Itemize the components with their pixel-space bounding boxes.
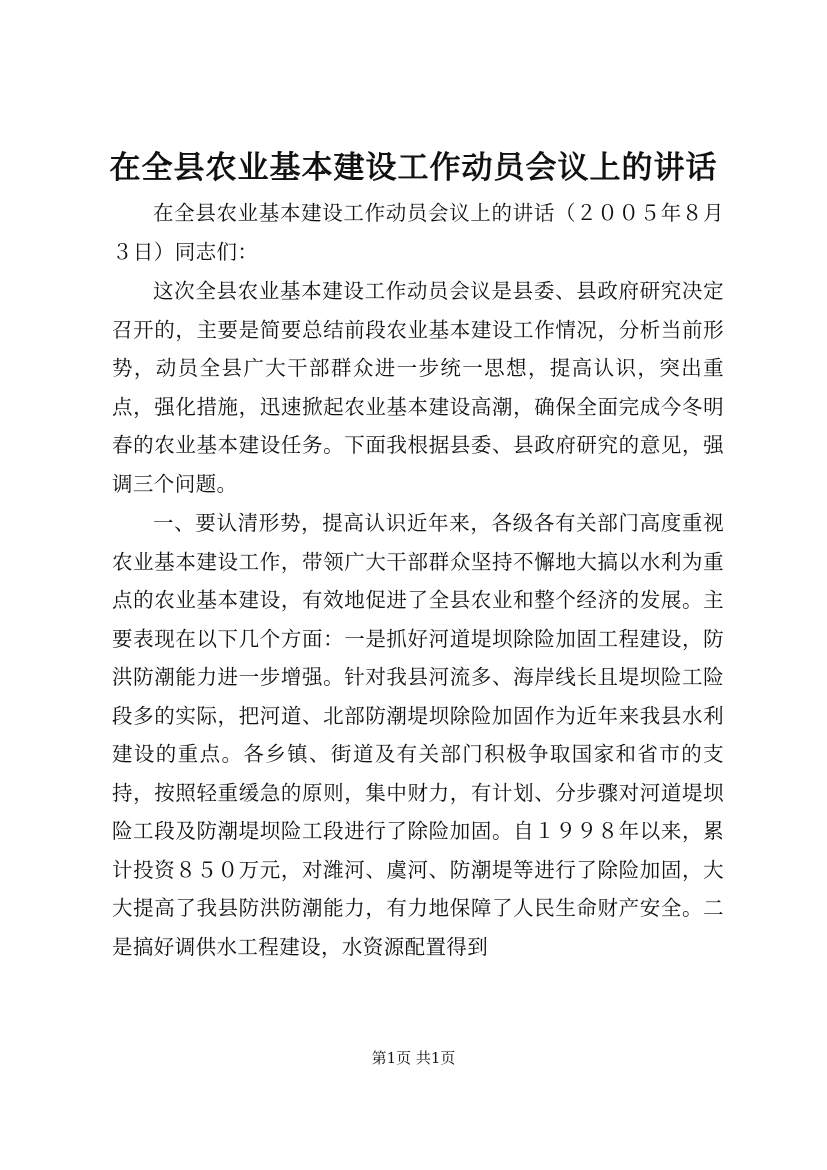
document-title: 在全县农业基本建设工作动员会议上的讲话 [109,150,718,186]
paragraph-heading-date: 在全县农业基本建设工作动员会议上的讲话（２００５年８月３日）同志们： [112,201,724,264]
paragraph-section-one: 一、要认清形势，提高认识近年来，各级各有关部门高度重视农业基本建设工作，带领广大干部群众坚持不懈地大搞以水利为重点的农业基本建设，有效地促进了全县农业和整个经济的发展。主要表现在以下几个方面：一是抓好河道堤坝除险加固工程建设，防洪防潮能力进一步增强。针对我县河流多、海岸线长且堤坝险工险段多的实际，把河道、北部防潮堤坝除险加固作为近年来我县水利建设的重点。各乡镇、街道及有关部门积极争取国家和省市的支持，按照轻重缓急的原则，集中财力，有计划、分步骤对河道堤坝险工段及防潮堤坝险工段进行了除险加固。自１９９８年以来，累计投资８５０万元，对潍河、虞河、防潮堤等进行了除险加固，大大提高了我县防洪防潮能力，有力地保障了人民生命财产安全。二是搞好调供水工程建设，水资源配置得到 [112,511,724,959]
page-footer: 第1页 共1页 [371,1049,456,1067]
document-body [112,194,724,966]
paragraph-intro: 这次全县农业基本建设工作动员会议是县委、县政府研究决定召开的，主要是简要总结前段农业基本建设工作情况，分析当前形势，动员全县广大干部群众进一步统一思想，提高认识，突出重点，强化措施，迅速掀起农业基本建设高潮，确保全面完成今冬明春的农业基本建设任务。下面我根据县委、县政府研究的意见，强调三个问题。 [112,279,724,496]
